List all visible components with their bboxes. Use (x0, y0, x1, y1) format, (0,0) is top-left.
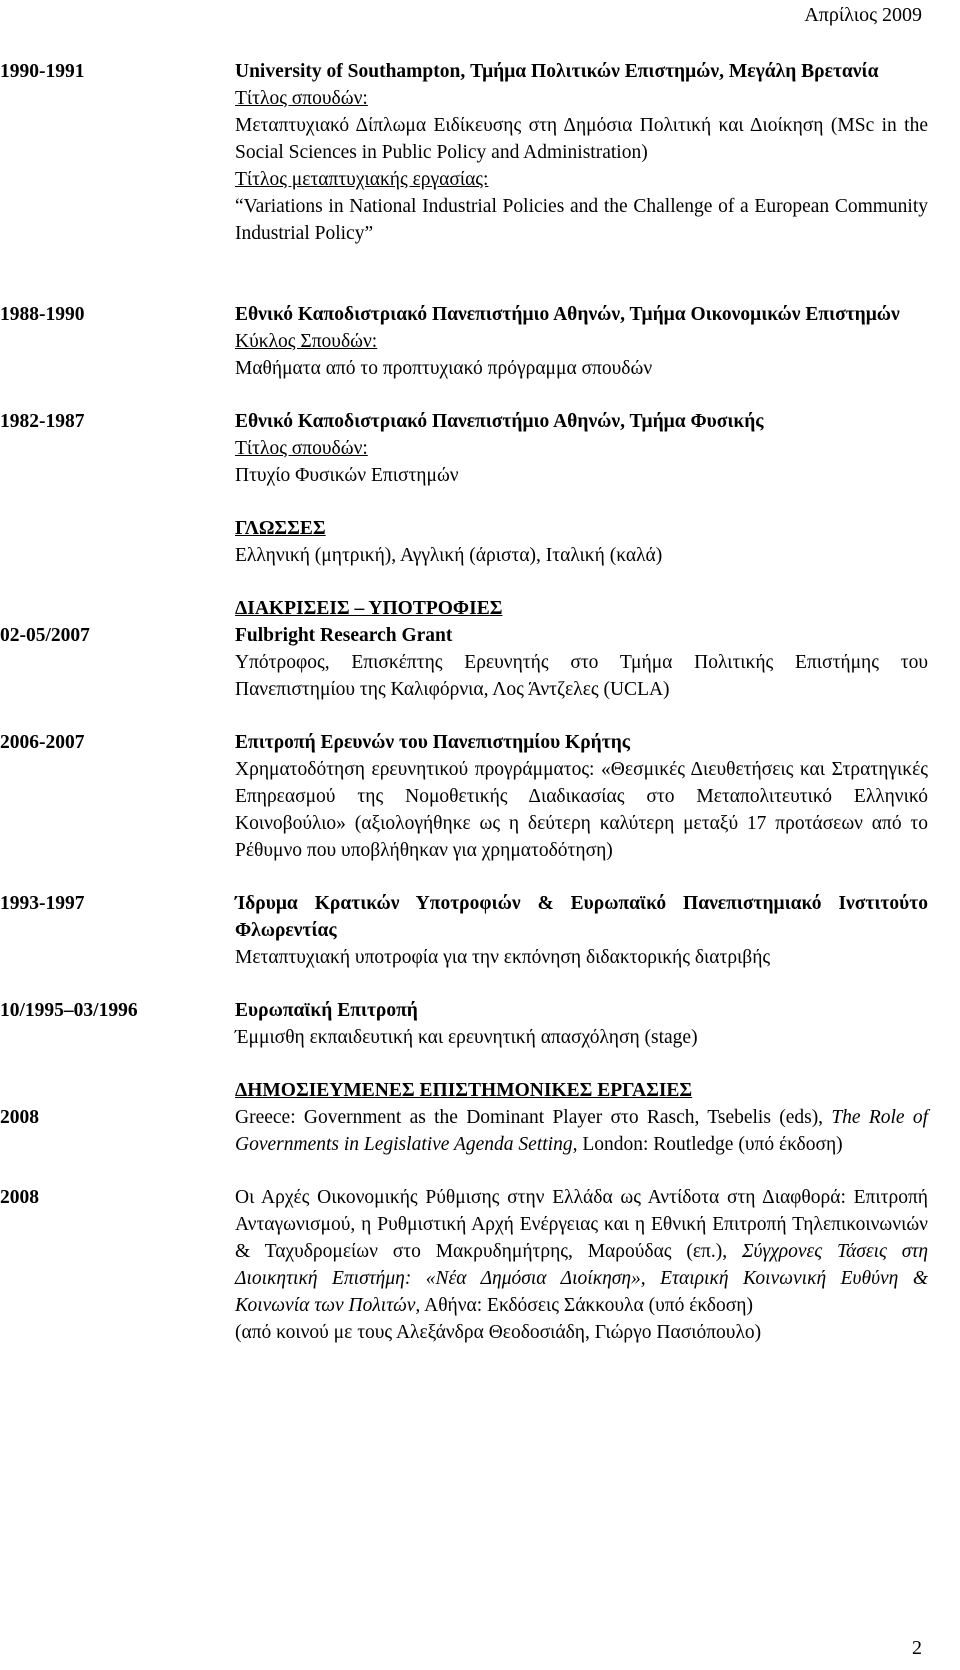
award-text: Μεταπτυχιακή υποτροφία για την εκπόνηση διδακτορικής διατριβής (235, 947, 771, 968)
institution: Εθνικό Καποδιστριακό Πανεπιστήμιο Αθηνών, Τμήμα Φυσικής (235, 411, 764, 432)
degree-label: Τίτλος σπουδών: (235, 88, 368, 109)
award-text: Χρηματοδότηση ερευνητικού προγράμματος: «Θεσμικές Διευθετήσεις και Στρατηγικές Επηρεασμού της Νομοθετικής Διαδικασίας στο Μεταπολιτευτικό Ελληνικό Κοινοβούλιο» (αξιολογήθηκε ως η δεύτερη καλύτερη μεταξύ 17 προτάσεων από το Ρέθυμνο που υποβλήθηκαν για χρηματοδότηση) (235, 759, 928, 861)
entry-body (235, 622, 928, 703)
award-title: Ευρωπαϊκή Επιτροπή (235, 1000, 418, 1021)
entry-body (235, 729, 928, 864)
entry-date: 1993-1997 (0, 893, 85, 914)
award-title: Επιτροπή Ερευνών του Πανεπιστημίου Κρήτης (235, 732, 631, 753)
thesis-label: Τίτλος μεταπτυχιακής εργασίας: (235, 169, 489, 190)
entry-body (235, 408, 928, 489)
publication-entry (0, 1184, 960, 1346)
entry-body (235, 890, 928, 971)
institution: Εθνικό Καποδιστριακό Πανεπιστήμιο Αθηνών, Τμήμα Οικονομικών Επιστημών (235, 304, 900, 325)
cycle-text: Μαθήματα από το προπτυχιακό πρόγραμμα σπουδών (235, 358, 653, 379)
education-entry (0, 408, 960, 489)
book-title: The Role of Governments in Legislative Agenda Setting (235, 1107, 929, 1155)
awards-heading: ΔΙΑΚΡΙΣΕΙΣ – ΥΠΟΤΡΟΦΙΕΣ (235, 598, 503, 619)
education-entry (0, 58, 960, 247)
book-title: Σύγχρονες Τάσεις στη Διοικητική Επιστήμη: «Νέα Δημόσια Διοίκηση», Εταιρική Κοινωνική Ευθύνη & Κοινωνία των Πολιτών, (235, 1241, 929, 1316)
awards-heading-row (0, 595, 960, 622)
degree-text: Πτυχίο Φυσικών Επιστημών (235, 465, 459, 486)
entry-body (235, 997, 928, 1051)
entry-date: 2008 (0, 1187, 39, 1208)
cv-content (0, 58, 960, 1346)
languages-heading: ΓΛΩΣΣΕΣ (235, 518, 326, 539)
award-title: Fulbright Research Grant (235, 625, 453, 646)
entry-date: 1988-1990 (0, 304, 85, 325)
publication-text: Greece: Government as the Dominant Player στο Rasch, Tsebelis (eds), The Role of Governments in Legislative Agenda Setting, London: Routledge (υπό έκδοση) (235, 1107, 929, 1155)
entry-body (235, 301, 928, 382)
entry-body (235, 58, 928, 247)
entry-date: 1982-1987 (0, 411, 85, 432)
award-entry (0, 997, 960, 1051)
award-title: Ίδρυμα Κρατικών Υποτροφιών & Ευρωπαϊκό Πανεπιστημιακό Ινστιτούτο Φλωρεντίας (235, 893, 928, 941)
publication-entry (0, 1104, 960, 1158)
entry-date: 02-05/2007 (0, 625, 90, 646)
entry-date: 1990-1991 (0, 61, 85, 82)
publication-text: Οι Αρχές Οικονομικής Ρύθμισης στην Ελλάδα ως Αντίδοτα στη Διαφθορά: Επιτροπή Ανταγωνισμού, η Ρυθμιστική Αρχή Ενέργειας και η Εθνική Επιτροπή Τηλεπικοινωνιών & Ταχυδρομείων στο Μακρυδημήτρης, Μαρούδας (επ.), Σύγχρονες Τάσεις στη Διοικητική Επιστήμη: «Νέα Δημόσια Διοίκηση», Εταιρική Κοινωνική Ευθύνη & Κοινωνία των Πολιτών, Αθήνα: Εκδόσεις Σάκκουλα (υπό έκδοση) (235, 1187, 929, 1316)
award-entry (0, 890, 960, 971)
languages-text: Ελληνική (μητρική), Αγγλική (άριστα), Ιταλική (καλά) (235, 545, 663, 566)
thesis-text: “Variations in National Industrial Policies and the Challenge of a European Community Industrial Policy” (235, 196, 928, 244)
publication-body (235, 1184, 928, 1346)
award-text: Υπότροφος, Επισκέπτης Ερευνητής στο Τμήμα Πολιτικής Επιστήμης του Πανεπιστημίου της Καλιφόρνια, Λος Άντζελες (UCLA) (235, 652, 928, 700)
publications-heading-row (0, 1077, 960, 1104)
entry-date: 10/1995–03/1996 (0, 1000, 138, 1021)
entry-date: 2008 (0, 1107, 39, 1128)
education-entry (0, 301, 960, 382)
degree-text: Μεταπτυχιακό Δίπλωμα Ειδίκευσης στη Δημόσια Πολιτική και Διοίκηση (MSc in the Social Sciences in Public Policy and Administration) (235, 115, 928, 163)
entry-date: 2006-2007 (0, 732, 85, 753)
publication-note: (από κοινού με τους Αλεξάνδρα Θεοδοσιάδη, Γιώργο Πασιόπουλο) (235, 1322, 762, 1343)
award-entry (0, 622, 960, 703)
page-number: 2 (912, 1637, 922, 1659)
institution: University of Southampton, Τμήμα Πολιτικών Επιστημών, Μεγάλη Βρετανία (235, 61, 879, 82)
award-text: Έμμισθη εκπαιδευτική και ερευνητική απασχόληση (stage) (235, 1027, 698, 1048)
cycle-label: Κύκλος Σπουδών: (235, 331, 378, 352)
award-entry (0, 729, 960, 864)
publications-heading: ΔΗΜΟΣΙΕΥΜΕΝΕΣ ΕΠΙΣΤΗΜΟΝΙΚΕΣ ΕΡΓΑΣΙΕΣ (235, 1080, 693, 1101)
page-header-date: Απρίλιος 2009 (804, 4, 922, 26)
degree-label: Τίτλος σπουδών: (235, 438, 368, 459)
languages-section (0, 515, 960, 569)
